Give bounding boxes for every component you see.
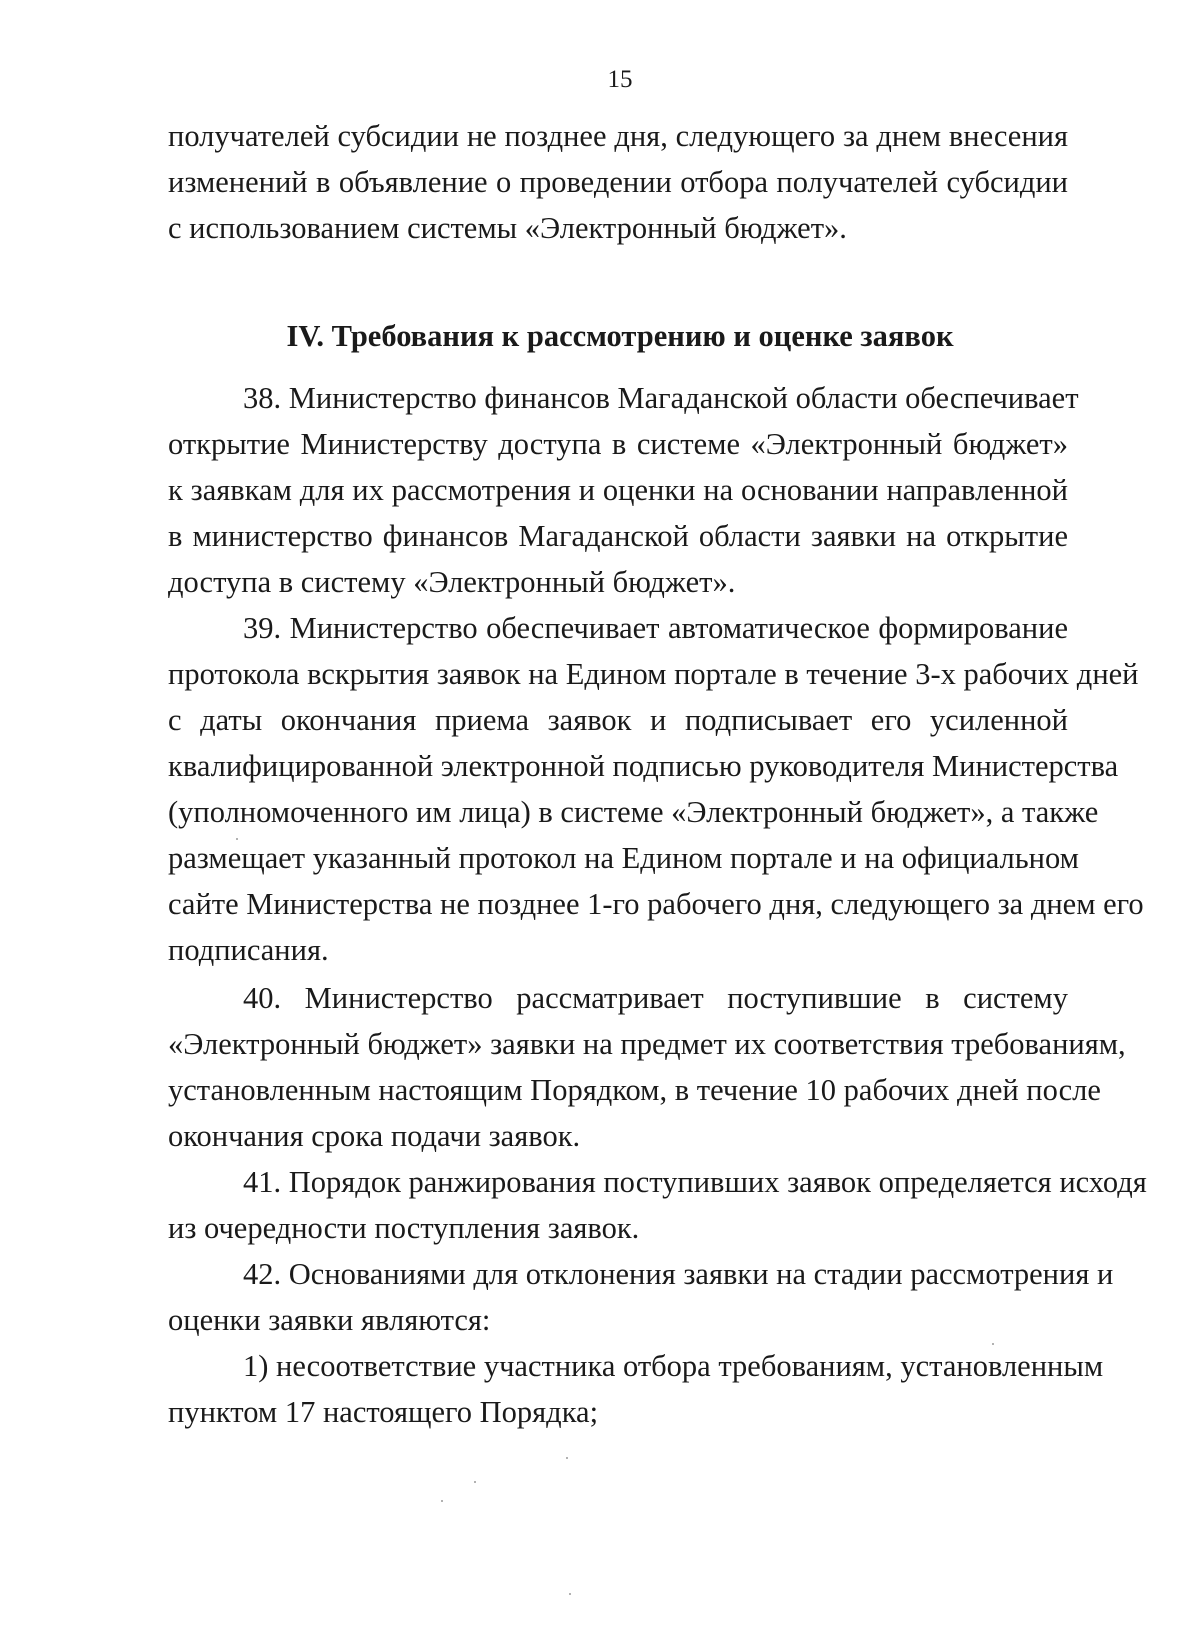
paragraph-38-line: в министерство финансов Магаданской области заявки на открытие [168,519,1068,553]
paragraph-39-line: с даты окончания приема заявок и подписывает его усиленной [168,703,1068,737]
page-number: 15 [607,66,633,93]
paragraph-41-line: 41. Порядок ранжирования поступивших заявок определяется исходя [243,1165,1147,1199]
paragraph-38-line: доступа в систему «Электронный бюджет». [168,565,736,599]
paragraph-38-line: к заявкам для их рассмотрения и оценки на основании направленной [168,473,1068,507]
paragraph-42-line: 42. Основаниями для отклонения заявки на стадии рассмотрения и [243,1257,1114,1291]
scan-speck [441,1500,443,1502]
paragraph-40-line: установленным настоящим Порядком, в течение 10 рабочих дней после [168,1073,1101,1107]
paragraph-42-line: оценки заявки являются: [168,1303,491,1337]
paragraph-40-line: «Электронный бюджет» заявки на предмет их соответствия требованиям, [168,1027,1126,1061]
paragraph-40-line: окончания срока подачи заявок. [168,1119,581,1153]
section-heading: IV. Требования к рассмотрению и оценке заявок [286,319,954,353]
paragraph-41-line: из очередности поступления заявок. [168,1211,640,1245]
text-line: получателей субсидии не позднее дня, следующего за днем внесения [168,119,1068,153]
scan-speck [992,1343,994,1345]
paragraph-40-line: 40. Министерство рассматривает поступившие в систему [243,981,1068,1015]
paragraph-39-line: квалифицированной электронной подписью руководителя Министерства [168,749,1119,783]
paragraph-38-line: 38. Министерство финансов Магаданской области обеспечивает [243,381,1079,415]
text-line: с использованием системы «Электронный бюджет». [168,211,847,245]
scan-speck [566,1457,568,1459]
text-line: изменений в объявление о проведении отбора получателей субсидии [168,165,1068,199]
list-item-1-line: пунктом 17 настоящего Порядка; [168,1395,599,1429]
scan-speck [474,1481,476,1483]
list-item-1-line: 1) несоответствие участника отбора требованиям, установленным [243,1349,1104,1383]
scan-speck [236,838,238,840]
paragraph-39-line: сайте Министерства не позднее 1-го рабочего дня, следующего за днем его [168,887,1144,921]
scan-speck [569,1593,571,1595]
paragraph-39-line: 39. Министерство обеспечивает автоматическое формирование [243,611,1068,645]
paragraph-39-line: подписания. [168,933,329,967]
paragraph-38-line: открытие Министерству доступа в системе «Электронный бюджет» [168,427,1068,461]
paragraph-39-line: (уполномоченного им лица) в системе «Электронный бюджет», а также [168,795,1099,829]
paragraph-39-line: размещает указанный протокол на Едином портале и на официальном [168,841,1079,875]
paragraph-39-line: протокола вскрытия заявок на Едином портале в течение 3-х рабочих дней [168,657,1139,691]
